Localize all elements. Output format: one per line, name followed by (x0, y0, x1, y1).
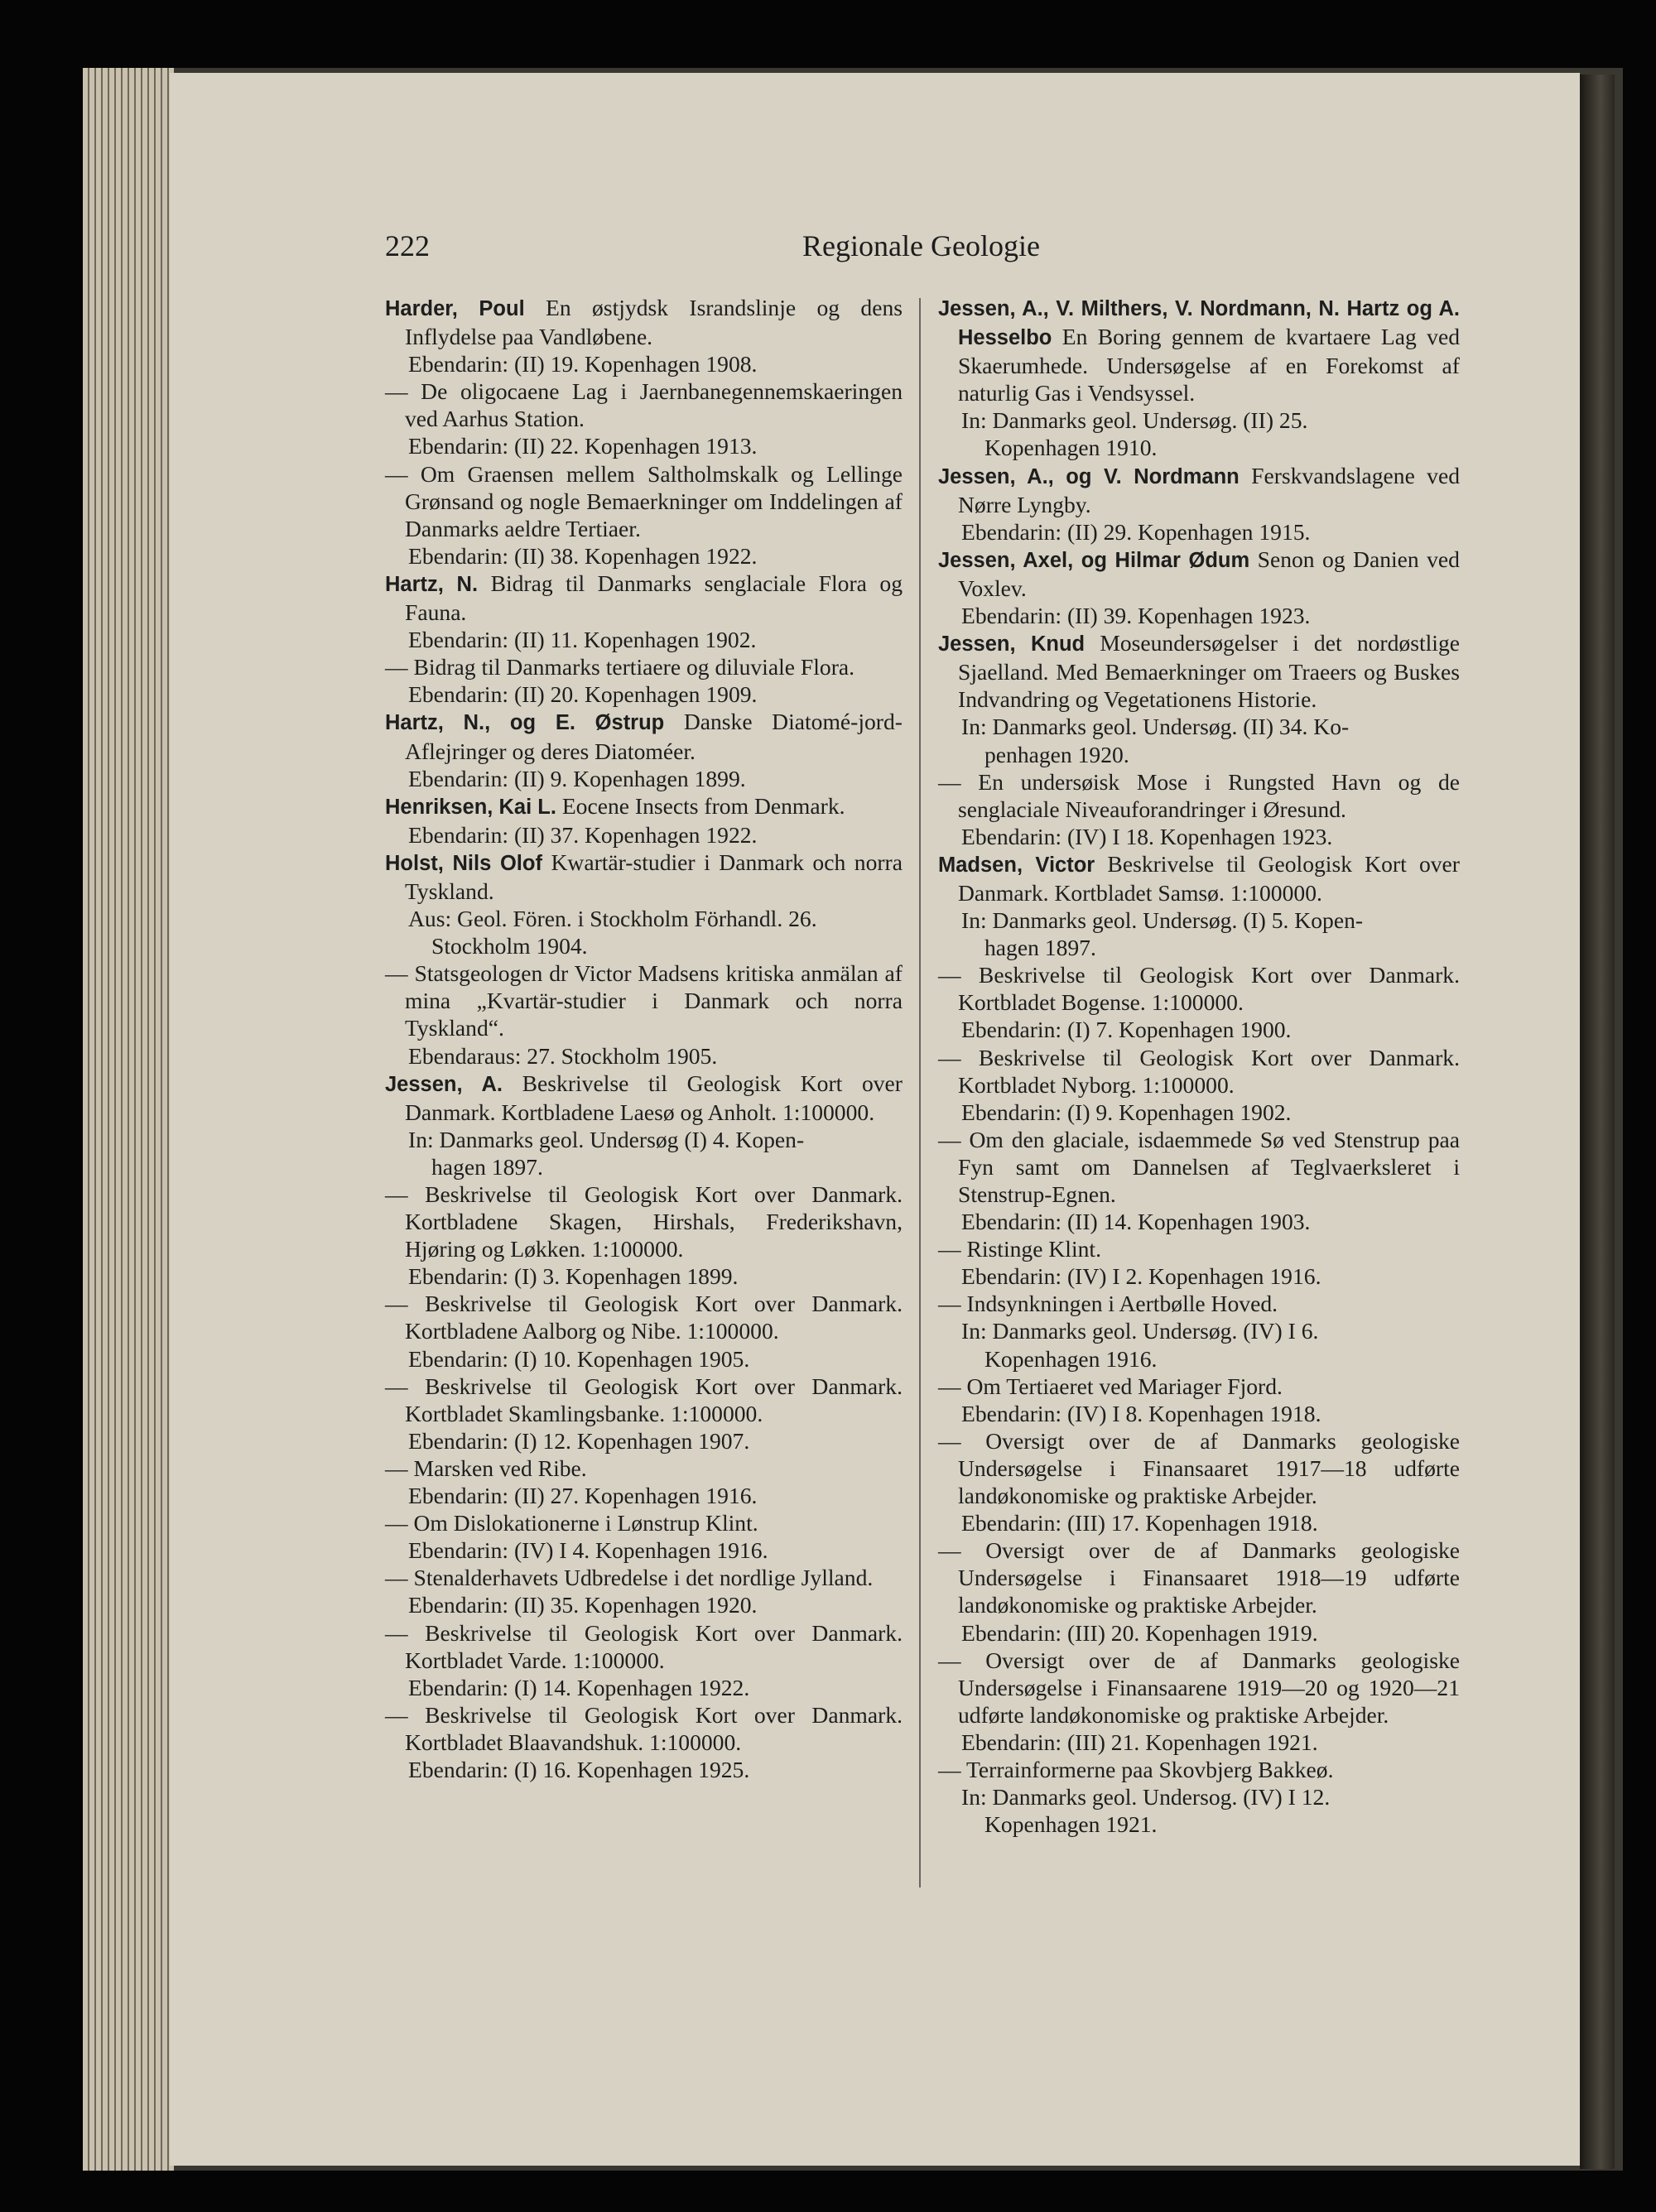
bib-text: hagen 1897. (984, 935, 1096, 961)
bib-text: — Oversigt over de af Danmarks geologiske Undersøgelse i Finansaaret 1917—18 udførte landøkonomiske og praktiske Arbejder. (938, 1427, 1460, 1509)
bib-text: — Beskrivelse til Geologisk Kort over Danmark. Kortbladene Skagen, Hirshals, Frederikshavn, Hjøring og Løkken. 1:100000. (385, 1181, 903, 1262)
bib-text: penhagen 1920. (984, 741, 1129, 767)
bib-sub (385, 653, 903, 680)
bib-text: — Terrainformerne paa Skovbjerg Bakkeø. (938, 1756, 1334, 1782)
bib-text: Ebendarin: (II) 9. Kopenhagen 1899. (408, 765, 746, 791)
bib-author: Hartz, N. (385, 572, 479, 596)
bib-ref (385, 1262, 903, 1290)
column-divider (919, 298, 921, 1887)
bib-ref (385, 1536, 903, 1564)
bib-ref (385, 680, 903, 708)
bib-entry (385, 792, 903, 821)
bib-sub (938, 1647, 1460, 1729)
bib-entry (385, 849, 903, 905)
bib-sub (938, 1427, 1460, 1509)
bib-text: — Om Tertiaeret ved Mariager Fjord. (938, 1373, 1283, 1399)
bib-ref (938, 1262, 1460, 1290)
bib-entry (938, 462, 1460, 518)
bib-ref (938, 1729, 1460, 1756)
bib-text: Kopenhagen 1910. (984, 435, 1158, 461)
bib-text: — Ristinge Klint. (938, 1236, 1101, 1262)
bib-sub (385, 1373, 903, 1427)
bib-text: Kopenhagen 1916. (984, 1345, 1158, 1372)
bib-text: Ebendarin: (II) 22. Kopenhagen 1913. (408, 433, 758, 459)
bib-ref (938, 1317, 1460, 1344)
bib-sub (385, 1181, 903, 1262)
bib-ref (385, 821, 903, 849)
bib-text: — Beskrivelse til Geologisk Kort over Danmark. Kortbladet Blaavandshuk. 1:100000. (385, 1701, 903, 1755)
bib-entry (938, 294, 1460, 406)
bib-text: Ebendarin: (II) 14. Kopenhagen 1903. (961, 1209, 1311, 1235)
bib-ref (938, 1016, 1460, 1043)
page-number: 222 (385, 229, 430, 262)
bib-entry (938, 546, 1460, 602)
bib-text: hagen 1897. (431, 1153, 543, 1180)
bib-author: Henriksen, Kai L. (385, 795, 556, 819)
bib-ind2 (938, 934, 1460, 961)
bib-sub (385, 1619, 903, 1674)
bib-text: Ebendarin: (III) 20. Kopenhagen 1919. (961, 1619, 1318, 1646)
bib-ref (385, 1345, 903, 1373)
bib-sub (938, 1044, 1460, 1099)
bib-sub (938, 768, 1460, 823)
bib-text: — Marsken ved Ribe. (385, 1455, 587, 1481)
bib-text: Ebendarin: (IV) I 18. Kopenhagen 1923. (961, 823, 1333, 849)
bib-sub (385, 1455, 903, 1482)
bib-text: Danske Diatomé-jord-Aflejringer og deres Diatoméer. (405, 709, 903, 764)
bib-sub (385, 1290, 903, 1344)
bib-text: — Statsgeologen dr Victor Madsens kritiska anmälan af mina „Kvartär-studier i Danmark och norra Tyskland“. (385, 960, 903, 1041)
bib-entry (385, 1070, 903, 1126)
bib-ref (385, 1482, 903, 1509)
bib-text: Kwartär-studier i Danmark och norra Tyskland. (405, 849, 903, 904)
bib-text: — En undersøisk Mose i Rungsted Havn og de senglaciale Niveauforandringer i Øresund. (938, 768, 1460, 822)
bib-ref (385, 1126, 903, 1153)
bib-ref (938, 406, 1460, 434)
bib-ref (385, 1591, 903, 1618)
bib-text: In: Danmarks geol. Undersøg. (I) 5. Kopen- (961, 907, 1364, 934)
bib-ref (385, 432, 903, 459)
bib-text: — Indsynkningen i Aertbølle Hoved. (938, 1291, 1278, 1317)
bib-text: — Stenalderhavets Udbredelse i det nordlige Jylland. (385, 1565, 874, 1591)
bib-author: Holst, Nils Olof (385, 851, 542, 875)
bib-entry (385, 570, 903, 626)
book-gutter (1580, 75, 1615, 2169)
bib-text: — Beskrivelse til Geologisk Kort over Danmark. Kortbladene Aalborg og Nibe. 1:100000. (385, 1291, 903, 1344)
bib-author: Jessen, A. (385, 1072, 503, 1096)
bib-entry (385, 294, 903, 350)
bib-ref (938, 906, 1460, 934)
bib-text: Ebendarin: (II) 35. Kopenhagen 1920. (408, 1592, 758, 1618)
bib-text: — De oligocaene Lag i Jaernbanegennemskaeringen ved Aarhus Station. (385, 378, 903, 432)
bib-author: Jessen, A., V. Milthers, V. Nordmann, N. Hartz og A. Hesselbo (938, 297, 1460, 350)
page-edges (83, 68, 174, 2171)
bib-text: — Beskrivelse til Geologisk Kort over Danmark. Kortbladet Bogense. 1:100000. (938, 962, 1460, 1016)
bib-ref (385, 1427, 903, 1455)
bib-ref (938, 1208, 1460, 1235)
bib-entry (385, 708, 903, 764)
bib-sub (385, 1564, 903, 1591)
bib-ref (385, 765, 903, 792)
bib-sub (938, 1235, 1460, 1262)
bib-ref (938, 823, 1460, 850)
bib-text: In: Danmarks geol. Undersøg (I) 4. Kopen- (408, 1126, 805, 1152)
bib-ref (938, 1783, 1460, 1810)
bib-ref (938, 1619, 1460, 1647)
left-column (385, 294, 903, 1783)
bib-ind2 (385, 932, 903, 959)
bib-text: Ebendarin: (II) 39. Kopenhagen 1923. (961, 603, 1311, 629)
bib-sub (385, 377, 903, 432)
bib-text: Ebendarin: (I) 10. Kopenhagen 1905. (408, 1345, 750, 1372)
bib-text: Ebendarin: (III) 17. Kopenhagen 1918. (961, 1510, 1318, 1536)
bib-text: Ebendarin: (IV) I 8. Kopenhagen 1918. (961, 1400, 1321, 1426)
bib-ind2 (385, 1153, 903, 1181)
bib-ref (938, 1400, 1460, 1427)
bib-ref (938, 602, 1460, 629)
bib-text: Eocene Insects from Denmark. (561, 792, 845, 819)
bib-ref (385, 626, 903, 653)
bib-text: Ebendarin: (III) 21. Kopenhagen 1921. (961, 1729, 1318, 1755)
bib-text: Ebendarin: (I) 9. Kopenhagen 1902. (961, 1099, 1292, 1125)
bib-ref (385, 350, 903, 377)
page-header (385, 228, 1457, 270)
bib-sub (385, 1509, 903, 1536)
bib-text: Moseundersøgelser i det nordøstlige Sjaelland. Med Bemaerkninger om Traeers og Buskes Indvandring og Vegetationens Historie. (958, 630, 1460, 713)
bib-sub (385, 460, 903, 542)
bib-text: Bidrag til Danmarks senglaciale Flora og Fauna. (405, 570, 903, 626)
bib-ind2 (938, 1810, 1460, 1838)
bib-text: Ebendarin: (II) 20. Kopenhagen 1909. (408, 681, 758, 708)
bib-text: — Beskrivelse til Geologisk Kort over Danmark. Kortbladet Nyborg. 1:100000. (938, 1044, 1460, 1098)
bib-text: Ebendarin: (II) 27. Kopenhagen 1916. (408, 1483, 758, 1509)
bib-text: Ferskvandslagene ved Nørre Lyngby. (958, 462, 1461, 517)
bib-text: In: Danmarks geol. Undersog. (IV) I 12. (961, 1784, 1331, 1810)
bib-ref (385, 1042, 903, 1070)
bib-text: In: Danmarks geol. Undersøg. (II) 25. (961, 407, 1308, 434)
bib-text: Beskrivelse til Geologisk Kort over Danmark. Kortbladene Laesø og Anholt. 1:100000. (405, 1070, 903, 1125)
bib-ref (385, 1674, 903, 1701)
bib-text: — Om Dislokationerne i Lønstrup Klint. (385, 1510, 758, 1536)
bib-text: Ebendarin: (I) 7. Kopenhagen 1900. (961, 1017, 1292, 1043)
bib-sub (938, 1536, 1460, 1618)
bib-ref (385, 1756, 903, 1783)
bib-entry (938, 629, 1460, 713)
bib-text: Stockholm 1904. (431, 933, 588, 959)
bib-text: — Oversigt over de af Danmarks geologiske Undersøgelse i Finansaarene 1919—20 og 1920—21 udførte landøkonomiske og praktiske Arbejder. (938, 1647, 1460, 1728)
bib-text: Beskrivelse til Geologisk Kort over Danmark. Kortbladet Samsø. 1:100000. (958, 850, 1460, 906)
bib-text: Ebendarin: (II) 37. Kopenhagen 1922. (408, 821, 758, 848)
bib-text: Senon og Danien ved Voxlev. (958, 546, 1460, 601)
running-title: Regionale Geologie (802, 229, 1040, 262)
bib-text: Ebendarin: (IV) I 2. Kopenhagen 1916. (961, 1263, 1321, 1290)
bib-text: Ebendarin: (I) 3. Kopenhagen 1899. (408, 1263, 739, 1290)
bib-ref (938, 1099, 1460, 1126)
bib-sub (385, 1701, 903, 1756)
bib-sub (938, 961, 1460, 1016)
bib-text: — Om den glaciale, isdaemmede Sø ved Stenstrup paa Fyn samt om Dannelsen af Teglvaerksleret i Stenstrup-Egnen. (938, 1126, 1460, 1207)
bib-text: Ebendarin: (I) 16. Kopenhagen 1925. (408, 1756, 750, 1782)
bib-ref (385, 542, 903, 570)
bib-author: Jessen, Axel, og Hilmar Ødum (938, 548, 1250, 572)
bib-sub (938, 1126, 1460, 1208)
bib-sub (938, 1290, 1460, 1317)
bib-text: — Bidrag til Danmarks tertiaere og diluviale Flora. (385, 654, 855, 680)
bib-author: Hartz, N., og E. Østrup (385, 711, 665, 735)
bib-text: Ebendaraus: 27. Stockholm 1905. (408, 1042, 718, 1069)
bib-ref (938, 518, 1460, 546)
bib-author: Jessen, A., og V. Nordmann (938, 464, 1240, 488)
bib-sub (938, 1373, 1460, 1400)
bib-text: Ebendarin: (I) 12. Kopenhagen 1907. (408, 1427, 750, 1454)
bib-text: Ebendarin: (II) 11. Kopenhagen 1902. (408, 627, 757, 653)
bib-text: — Beskrivelse til Geologisk Kort over Danmark. Kortbladet Varde. 1:100000. (385, 1619, 903, 1673)
bib-text: Ebendarin: (IV) I 4. Kopenhagen 1916. (408, 1537, 768, 1564)
bib-ind2 (938, 434, 1460, 461)
bib-text: In: Danmarks geol. Undersøg. (IV) I 6. (961, 1318, 1319, 1344)
bib-ind2 (938, 741, 1460, 768)
bib-ref (938, 1509, 1460, 1536)
bib-author: Madsen, Victor (938, 853, 1095, 877)
bib-text: En Boring gennem de kvartaere Lag ved Skaerumhede. Undersøgelse af en Forekomst af naturlig Gas i Vendsyssel. (958, 324, 1460, 406)
bib-text: Ebendarin: (II) 38. Kopenhagen 1922. (408, 542, 758, 569)
bib-text: Aus: Geol. Fören. i Stockholm Förhandl. 26. (408, 906, 817, 932)
bib-sub (385, 959, 903, 1041)
bib-text: — Oversigt over de af Danmarks geologiske Undersøgelse i Finansaaret 1918—19 udførte landøkonomiske og praktiske Arbejder. (938, 1537, 1460, 1618)
bib-text: — Beskrivelse til Geologisk Kort over Danmark. Kortbladet Skamlingsbanke. 1:100000. (385, 1373, 903, 1426)
bib-text: In: Danmarks geol. Undersøg. (II) 34. Ko- (961, 714, 1350, 740)
bib-ref (938, 713, 1460, 740)
bib-ind2 (938, 1345, 1460, 1373)
bib-text: Ebendarin: (I) 14. Kopenhagen 1922. (408, 1674, 750, 1700)
bib-ref (385, 905, 903, 932)
bib-text: Ebendarin: (II) 29. Kopenhagen 1915. (961, 518, 1311, 545)
bib-sub (938, 1756, 1460, 1783)
right-column (938, 294, 1460, 1838)
bib-entry (938, 850, 1460, 906)
bib-author: Jessen, Knud (938, 632, 1086, 656)
bib-text: Ebendarin: (II) 19. Kopenhagen 1908. (408, 351, 758, 377)
bib-text: Kopenhagen 1921. (984, 1811, 1158, 1838)
bib-text: — Om Graensen mellem Saltholmskalk og Lellinge Grønsand og nogle Bemaerkninger om Inddelingen af Danmarks aeldre Tertiaer. (385, 460, 903, 541)
bib-author: Harder, Poul (385, 297, 525, 320)
bib-text: En østjydsk Israndslinje og dens Inflydelse paa Vandløbene. (405, 295, 903, 350)
